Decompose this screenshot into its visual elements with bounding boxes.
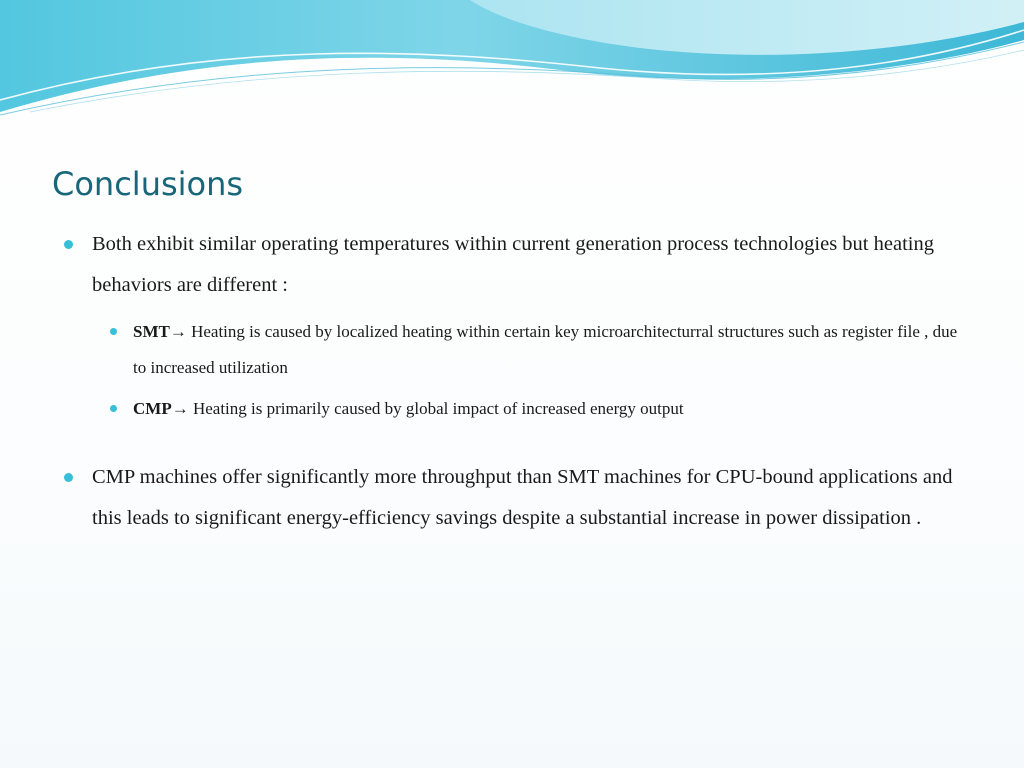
sub-bullet-text: Heating is primarily caused by global impact of increased energy output — [188, 399, 684, 418]
bullet-dot-icon — [64, 473, 73, 482]
bullet-item — [60, 224, 960, 427]
arrow-right-icon: → — [169, 322, 187, 341]
bullet-list — [60, 224, 960, 539]
sub-bullet-list — [92, 314, 960, 427]
wave-banner — [0, 0, 1024, 130]
sub-bullet-item — [92, 391, 960, 427]
term-smt: SMT — [133, 322, 170, 341]
sub-bullet-text: Heating is caused by localized heating within certain key microarchitecturral structures such as register file , due to increased utilization — [133, 322, 958, 377]
arrow-right-icon: → — [171, 399, 189, 418]
bullet-item — [60, 457, 960, 539]
term-cmp: CMP — [133, 399, 172, 418]
bullet-text: Both exhibit similar operating temperatures within current generation process technologies but heating behaviors are different : — [92, 233, 934, 296]
sub-bullet-dot-icon — [110, 328, 117, 335]
sub-bullet-dot-icon — [110, 405, 117, 412]
bullet-text: CMP machines offer significantly more throughput than SMT machines for CPU-bound applications and this leads to significant energy-efficiency savings despite a substantial increase in power dissipation . — [92, 466, 953, 529]
sub-bullet-item — [92, 314, 960, 386]
bullet-dot-icon — [64, 240, 73, 249]
slide-title: Conclusions — [52, 165, 244, 203]
